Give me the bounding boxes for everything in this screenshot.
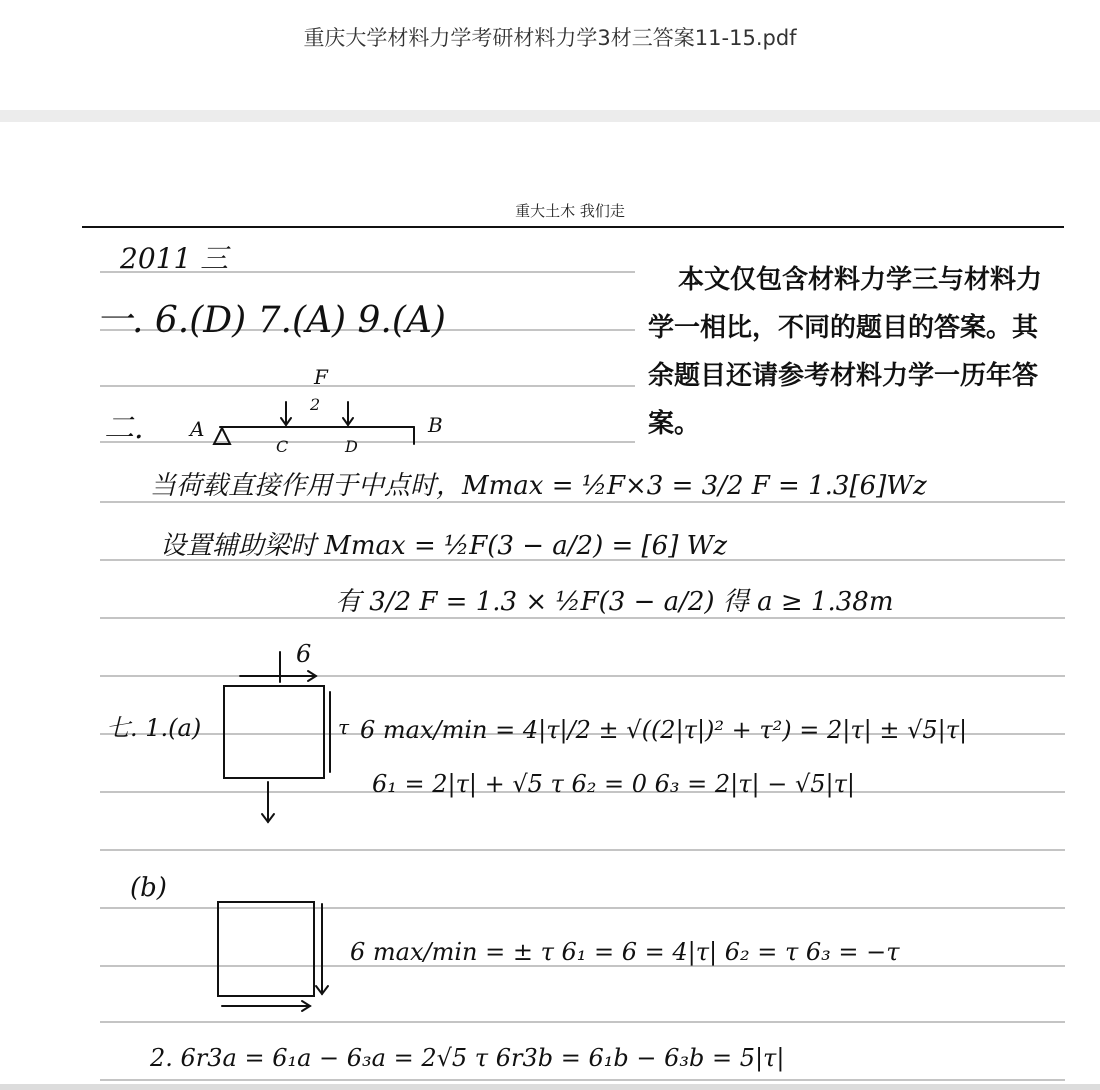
- hw-section-two: 二.: [104, 411, 144, 446]
- document-title: 重庆大学材料力学考研材料力学3材三答案11-15.pdf: [303, 26, 797, 50]
- toolbar-separator: [0, 110, 1100, 122]
- hw-line3: 有 3/2 F = 1.3 × ½F(3 − a/2) 得 a ≥ 1.38m: [335, 587, 894, 617]
- hw-load-fraction: 2: [310, 395, 321, 414]
- hw-section-b: (b): [130, 873, 167, 903]
- hw-line5: 6₁ = 2|τ| + √5 τ 6₂ = 0 6₃ = 2|τ| − √5|τ|: [372, 770, 855, 798]
- hw-line6: 6 max/min = ± τ 6₁ = 6 = 4|τ| 6₂ = τ 6₃ = −τ: [350, 938, 900, 966]
- hw-section-three: 七. 1.(a): [106, 714, 202, 742]
- bottom-scrollbar[interactable]: [0, 1084, 1100, 1090]
- hw-sigma-label: 6: [296, 640, 312, 668]
- hw-line1: 当荷载直接作用于中点时，Mmax = ½F×3 = 3/2 F = 1.3[6]Wz: [150, 471, 927, 501]
- hw-line4: 6 max/min = 4|τ|/2 ± √((2|τ|)² + τ²) = 2|τ| ± √5|τ|: [360, 716, 968, 744]
- hw-answers: 一. 6.(D) 7.(A) 9.(A): [96, 300, 446, 341]
- hw-point-b: B: [428, 413, 443, 437]
- stress-element-b: [130, 873, 328, 1011]
- page-header: 重大土木 我们走: [515, 202, 625, 220]
- element-square-a: [224, 686, 324, 778]
- hw-line7: 2. 6r3a = 6₁a − 6₃a = 2√5 τ 6r3b = 6₁b − 6₃b = 5|τ|: [150, 1044, 785, 1072]
- hw-point-a: A: [190, 417, 205, 441]
- hw-year: 2011 三: [120, 242, 229, 275]
- title-bar: [0, 0, 1100, 110]
- note-text: 本文仅包含材料力学三与材料力学一相比，不同的题目的答案。其余题目还请参考材料力学一历年答案。: [648, 265, 1043, 439]
- hw-point-d: D: [345, 437, 358, 456]
- hw-point-c: C: [276, 437, 289, 456]
- pdf-page: [0, 122, 1100, 1090]
- element-square-b: [218, 902, 314, 996]
- stress-element-a: [106, 640, 350, 822]
- pdf-viewer[interactable]: [0, 122, 1100, 1090]
- hw-tau-label: τ: [338, 715, 350, 739]
- hw-line2: 设置辅助梁时 Mmax = ½F(3 − a/2) = [6] Wz: [160, 531, 728, 561]
- hw-load-label: F: [314, 365, 328, 389]
